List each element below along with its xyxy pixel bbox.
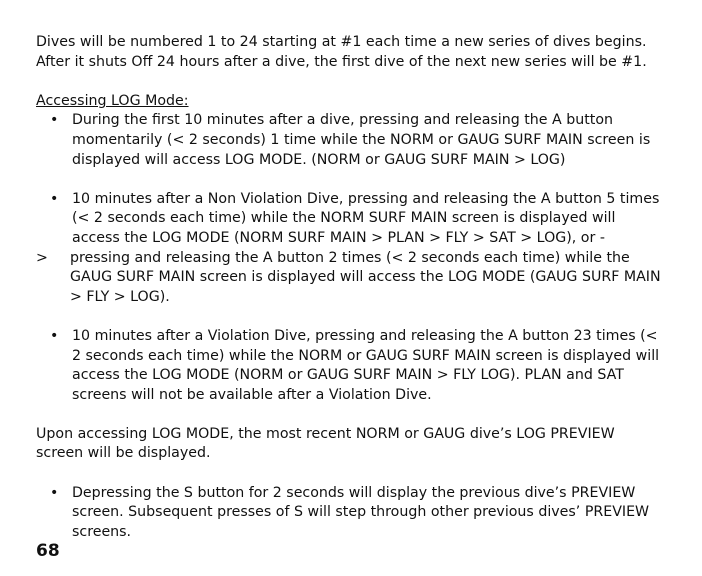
page-number: 68 [36,541,60,561]
list-item-text: pressing and releasing the A button 2 times (< 2 seconds each time) while the GAUG SURF MAIN screen is displayed will access the LOG MODE (GAUG SURF MAIN > FLY > LOG). [70,249,661,305]
list-item-text: 10 minutes after a Non Violation Dive, pressing and releasing the A button 5 times (< 2 seconds each time) while the NORM SURF MAIN screen is displayed will access the LOG MODE (NORM SURF MAIN > PLAN > FLY > SAT > LOG), or - [72,190,660,246]
list-item-text: Depressing the S button for 2 seconds will display the previous dive’s PREVIEW screen. Subsequent presses of S will step through other previous dives’ PREVIEW screens. [72,484,650,540]
bullet-marker: • [50,327,59,344]
list-item [36,484,666,543]
list-item-text: During the first 10 minutes after a dive, pressing and releasing the A button momentarily (< 2 seconds) 1 time while the NORM or GAUG SURF MAIN screen is displayed will access LOG MODE. (NORM or GAUG SURF MAIN > LOG) [72,112,651,168]
list-item [36,111,666,170]
bullet-marker: • [50,112,59,129]
intro-line-2: After it shuts Off 24 hours after a dive, the first dive of the next new series will be #1. [36,53,647,70]
bullet-marker: • [50,190,59,207]
list-item [36,327,666,405]
arrow-marker: > [36,249,48,266]
manual-page [36,33,666,542]
list-item [36,190,666,249]
list-item-text: 10 minutes after a Violation Dive, pressing and releasing the A button 23 times (< 2 seconds each time) while the NORM or GAUG SURF MAIN screen is displayed will access the LOG MODE (NORM or GAUG SURF MAIN > FLY LOG). PLAN and SAT screens will not be available after a Violation Dive. [72,327,660,403]
intro-line-1: Dives will be numbered 1 to 24 starting at #1 each time a new series of dives begins. [36,34,647,50]
section-heading: Accessing LOG Mode: [36,92,189,109]
list-item [36,249,666,308]
bullet-marker: • [50,484,59,501]
upon-paragraph: Upon accessing LOG MODE, the most recent NORM or GAUG dive’s LOG PREVIEW screen will be displayed. [36,425,615,462]
